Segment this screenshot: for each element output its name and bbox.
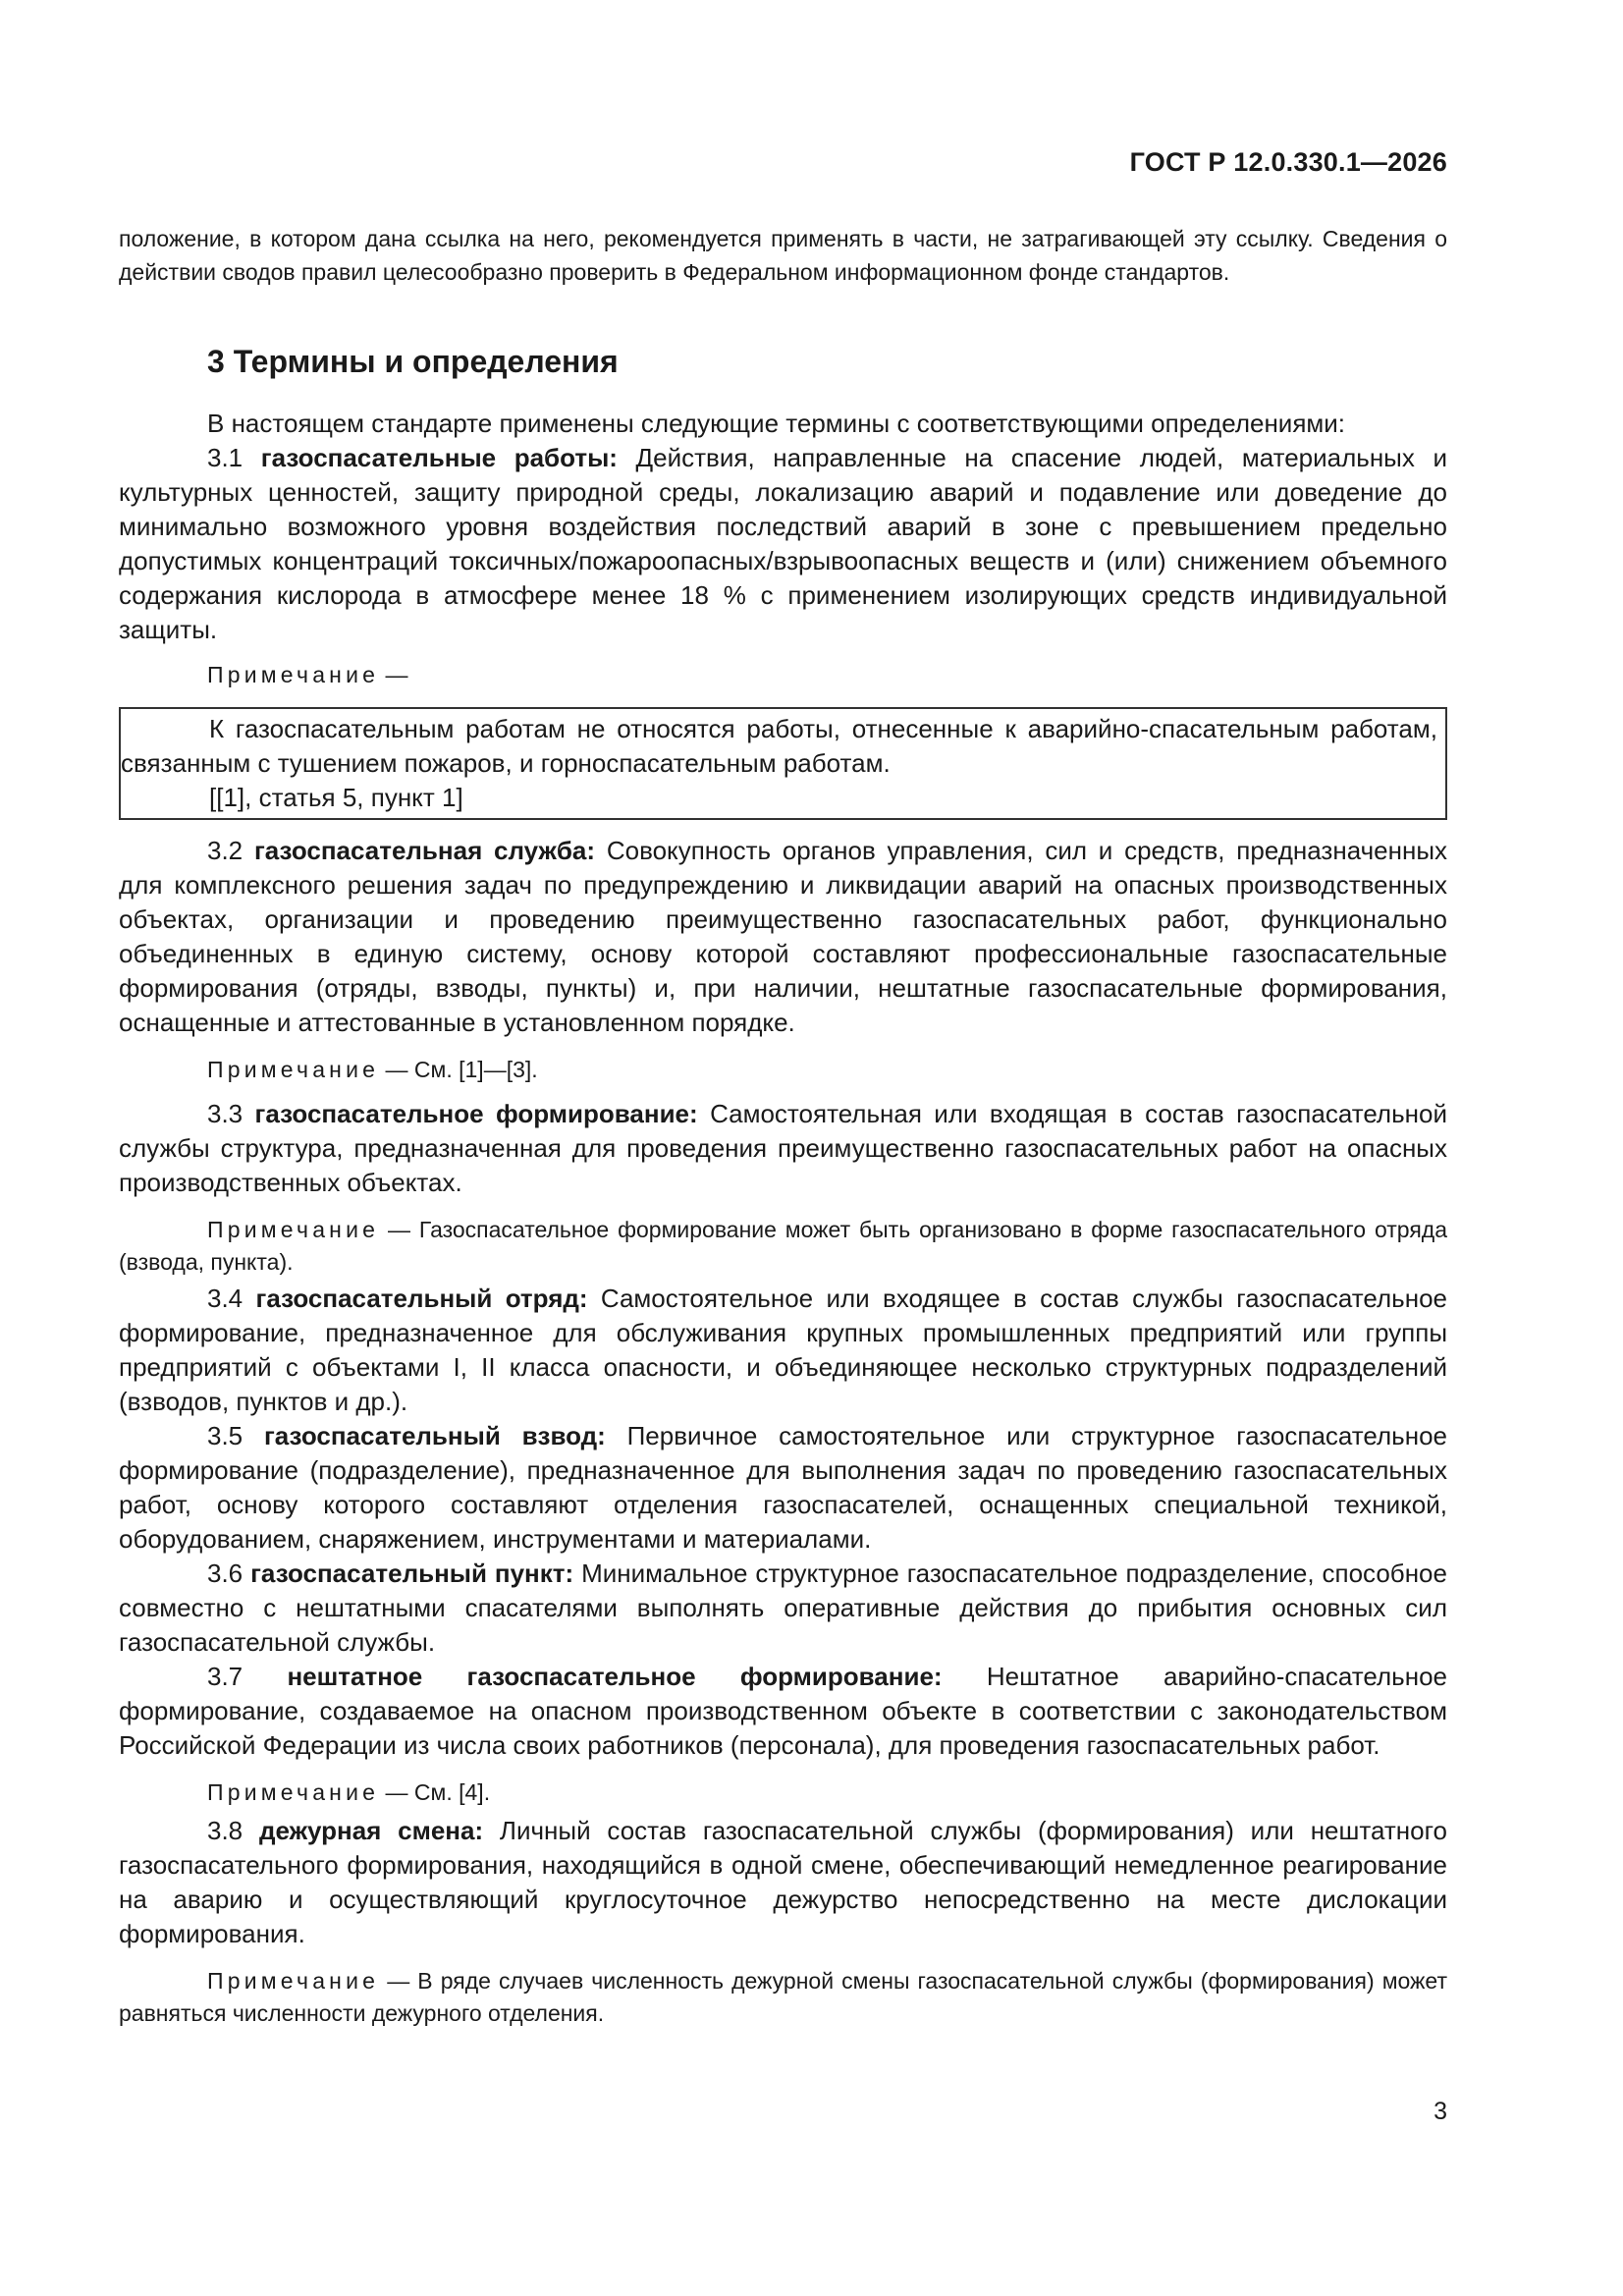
term-definition: Первичное самостоятельное или структурное газоспасательное формирование (подразделение), предназначенное для выполнения задач по проведению газоспасательных работ, основу которого составляют отделения газоспасателей, оснащенных специальной техникой, оборудованием, снаряжением, инструментами и материалами. (119, 1421, 1448, 1554)
term-3-3 (119, 1097, 1447, 1200)
page-number: 3 (1434, 2098, 1447, 2125)
term-number: 3.1 (207, 443, 243, 472)
section-block-5 (119, 1814, 1447, 2030)
term-title: газоспасательный взвод: (263, 1421, 606, 1450)
term-definition: Нештатное аварийно-спасательное формирование, создаваемое на опасном производственном объекте в соответствии с законодательством Российской Федерации из числа своих работников (персонала), для проведения газоспасательных работ. (119, 1662, 1448, 1760)
term-number: 3.4 (207, 1284, 243, 1313)
term-3-7 (119, 1660, 1447, 1763)
note-label: Примечание (207, 1968, 380, 1994)
term-number: 3.3 (207, 1099, 243, 1128)
term-title: газоспасательная служба: (253, 836, 596, 865)
note-label: Примечание (207, 1217, 380, 1242)
term-3-1 (119, 441, 1447, 647)
document-id: ГОСТ Р 12.0.330.1—2026 (1129, 147, 1447, 177)
term-number: 3.2 (207, 836, 243, 865)
term-definition: Минимальное структурное газоспасательное подразделение, способное совместно с нештатными спасателями выполнять оперативные действия до прибытия основных сил газоспасательной службы. (119, 1558, 1447, 1657)
term-title: газоспасательное формирование: (254, 1099, 698, 1128)
section-block-1 (119, 407, 1447, 691)
term-title: газоспасательный отряд: (255, 1284, 588, 1313)
section-lead: В настоящем стандарте применены следующие термины с соответствующими определениями: (207, 409, 1346, 438)
note-3-7 (119, 1777, 1447, 1809)
term-title: газоспасательные работы: (260, 443, 618, 472)
term-number: 3.7 (207, 1662, 243, 1691)
term-3-5 (119, 1419, 1447, 1557)
note-box-reference: [[1], статья 5, пункт 1] (209, 783, 463, 812)
term-title: дежурная смена: (258, 1816, 484, 1845)
note-3-3 (119, 1214, 1447, 1279)
note-box (119, 707, 1447, 820)
section-block-2 (119, 834, 1447, 1086)
note-text: — Газоспасательное формирование может быть организовано в форме газоспасательного отряда (взвода, пункта). (119, 1217, 1447, 1275)
term-definition: Самостоятельное или входящее в состав службы газоспасательное формирование, предназначенное для обслуживания крупных промышленных предприятий или группы предприятий с объектами I, II класса опасности, и объединяющее несколько структурных подразделений (взводов, пунктов и др.). (119, 1284, 1447, 1416)
note-text: — (379, 662, 408, 687)
note-3-8 (119, 1965, 1447, 2030)
term-3-6 (119, 1557, 1447, 1660)
note-text: — См. [4]. (379, 1779, 491, 1805)
term-number: 3.6 (207, 1558, 243, 1588)
note-3-1 (119, 659, 1447, 691)
section-title: 3 Термины и определения (207, 344, 619, 379)
note-text: — В ряде случаев численность дежурной смены газоспасательной службы (формирования) может равняться численности дежурного отделения. (119, 1968, 1447, 2026)
section-block-4 (119, 1282, 1447, 1809)
term-title: нештатное газоспасательное формирование: (287, 1662, 943, 1691)
intro-paragraph: положение, в котором дана ссылка на него, рекомендуется применять в части, не затрагивающей эту ссылку. Сведения о действии сводов правил целесообразно проверить в Федеральном информационном фонде стандартов. (119, 226, 1447, 285)
note-label: Примечание (207, 1779, 380, 1805)
term-definition: Самостоятельная или входящая в состав газоспасательной службы структура, предназначенная для проведения преимущественно газоспасательных работ на опасных производственных объектах. (119, 1099, 1447, 1197)
term-definition: Совокупность органов управления, сил и средств, предназначенных для комплексного решения задач по предупреждению и ликвидации аварий на опасных производственных объектах, организации и проведению преимущественно газоспасательных работ, функционально объединенных в единую систему, основу которой составляют профессиональные газоспасательные формирования (отряды, взводы, пункты) и, при наличии, нештатные газоспасательные формирования, оснащенные и аттестованные в установленном порядке. (119, 836, 1448, 1037)
term-definition: Действия, направленные на спасение людей, материальных и культурных ценностей, защиту природной среды, локализацию аварий и подавление или доведение до минимально возможного уровня воздействия последствий аварий в зоне с превышением предельно допустимых концентраций токсичных/пожароопасных/взрывоопасных веществ и (или) снижением объемного содержания кислорода в атмосфере менее 18 % с применением изолирующих средств индивидуальной защиты. (119, 443, 1447, 644)
note-text: — См. [1]—[3]. (379, 1057, 538, 1082)
term-number: 3.8 (207, 1816, 243, 1845)
term-3-4 (119, 1282, 1447, 1419)
note-label: Примечание (207, 1057, 380, 1082)
term-title: газоспасательный пункт: (250, 1558, 574, 1588)
term-3-2 (119, 834, 1447, 1040)
term-definition: Личный состав газоспасательной службы (формирования) или нештатного газоспасательного формирования, находящийся в одной смене, обеспечивающий немедленное реагирование на аварию и осуществляющий круглосуточное дежурство непосредственно на месте дислокации формирования. (119, 1816, 1447, 1948)
term-3-8 (119, 1814, 1447, 1951)
note-box-text: К газоспасательным работам не относятся работы, отнесенные к аварийно-спасательным работам, связанным с тушением пожаров, и горноспасательным работам. (121, 714, 1437, 778)
note-3-2 (119, 1054, 1447, 1086)
section-block-3 (119, 1097, 1447, 1279)
term-number: 3.5 (207, 1421, 243, 1450)
note-label: Примечание (207, 662, 380, 687)
